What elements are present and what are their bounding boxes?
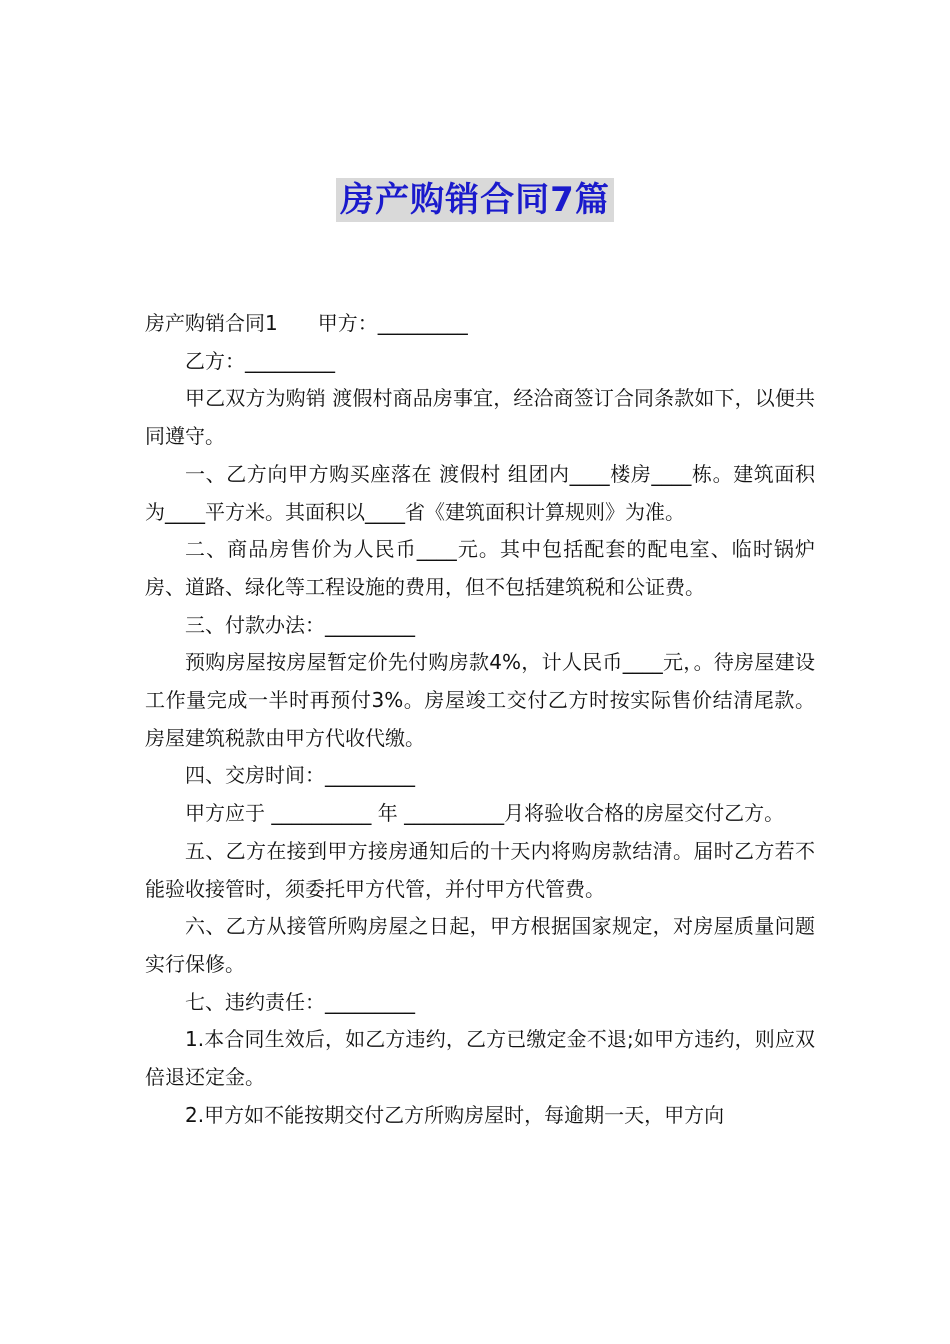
paragraph-13: 1.本合同生效后，如乙方违约，乙方已缴定金不退;如甲方违约，则应双倍退还定金。 — [145, 1027, 815, 1090]
paragraph-9: 甲方应于 __________ 年 __________月将验收合格的房屋交付乙方。 — [185, 801, 785, 826]
paragraph-1 — [145, 305, 815, 343]
paragraph-4: 一、乙方向甲方购买座落在 渡假村 组团内____楼房____栋。建筑面积为____平方米。其面积以____省《建筑面积计算规则》为准。 — [145, 461, 815, 524]
party-a-line: 甲方：_________ — [317, 311, 468, 335]
title-wrap — [0, 178, 950, 222]
paragraph-6: 三、付款办法：_________ — [185, 612, 415, 637]
paragraph-8: 四、交房时间：_________ — [185, 763, 415, 788]
paragraph-11: 六、乙方从接管所购房屋之日起，甲方根据国家规定，对房屋质量问题实行保修。 — [145, 914, 815, 976]
paragraph-12: 七、违约责任：_________ — [185, 989, 415, 1014]
document-body — [145, 305, 815, 1134]
paragraph-7: 预购房屋按房屋暂定价先付购房款4%，计人民币____元，。待房屋建设工作量完成一半时再预付3%。房屋竣工交付乙方时按实际售价结清尾款。房屋建筑税款由甲方代收代缴。 — [145, 650, 815, 750]
paragraph-2: 乙方：_________ — [185, 348, 335, 373]
paragraph-5: 二、商品房售价为人民币____元。其中包括配套的配电室、临时锅炉房、道路、绿化等工程设施的费用，但不包括建筑税和公证费。 — [145, 537, 815, 599]
paragraph-3: 甲乙双方为购销 渡假村商品房事宜，经洽商签订合同条款如下，以便共同遵守。 — [145, 386, 815, 449]
paragraph-14: 2.甲方如不能按期交付乙方所购房屋时，每逾期一天，甲方向 — [185, 1102, 725, 1127]
paragraph-10: 五、乙方在接到甲方接房通知后的十天内将购房款结清。届时乙方若不能验收接管时，须委托甲方代管，并付甲方代管费。 — [145, 838, 815, 901]
contract-heading: 房产购销合同1 — [145, 311, 278, 335]
document-title: 房产购销合同7篇 — [336, 178, 614, 222]
